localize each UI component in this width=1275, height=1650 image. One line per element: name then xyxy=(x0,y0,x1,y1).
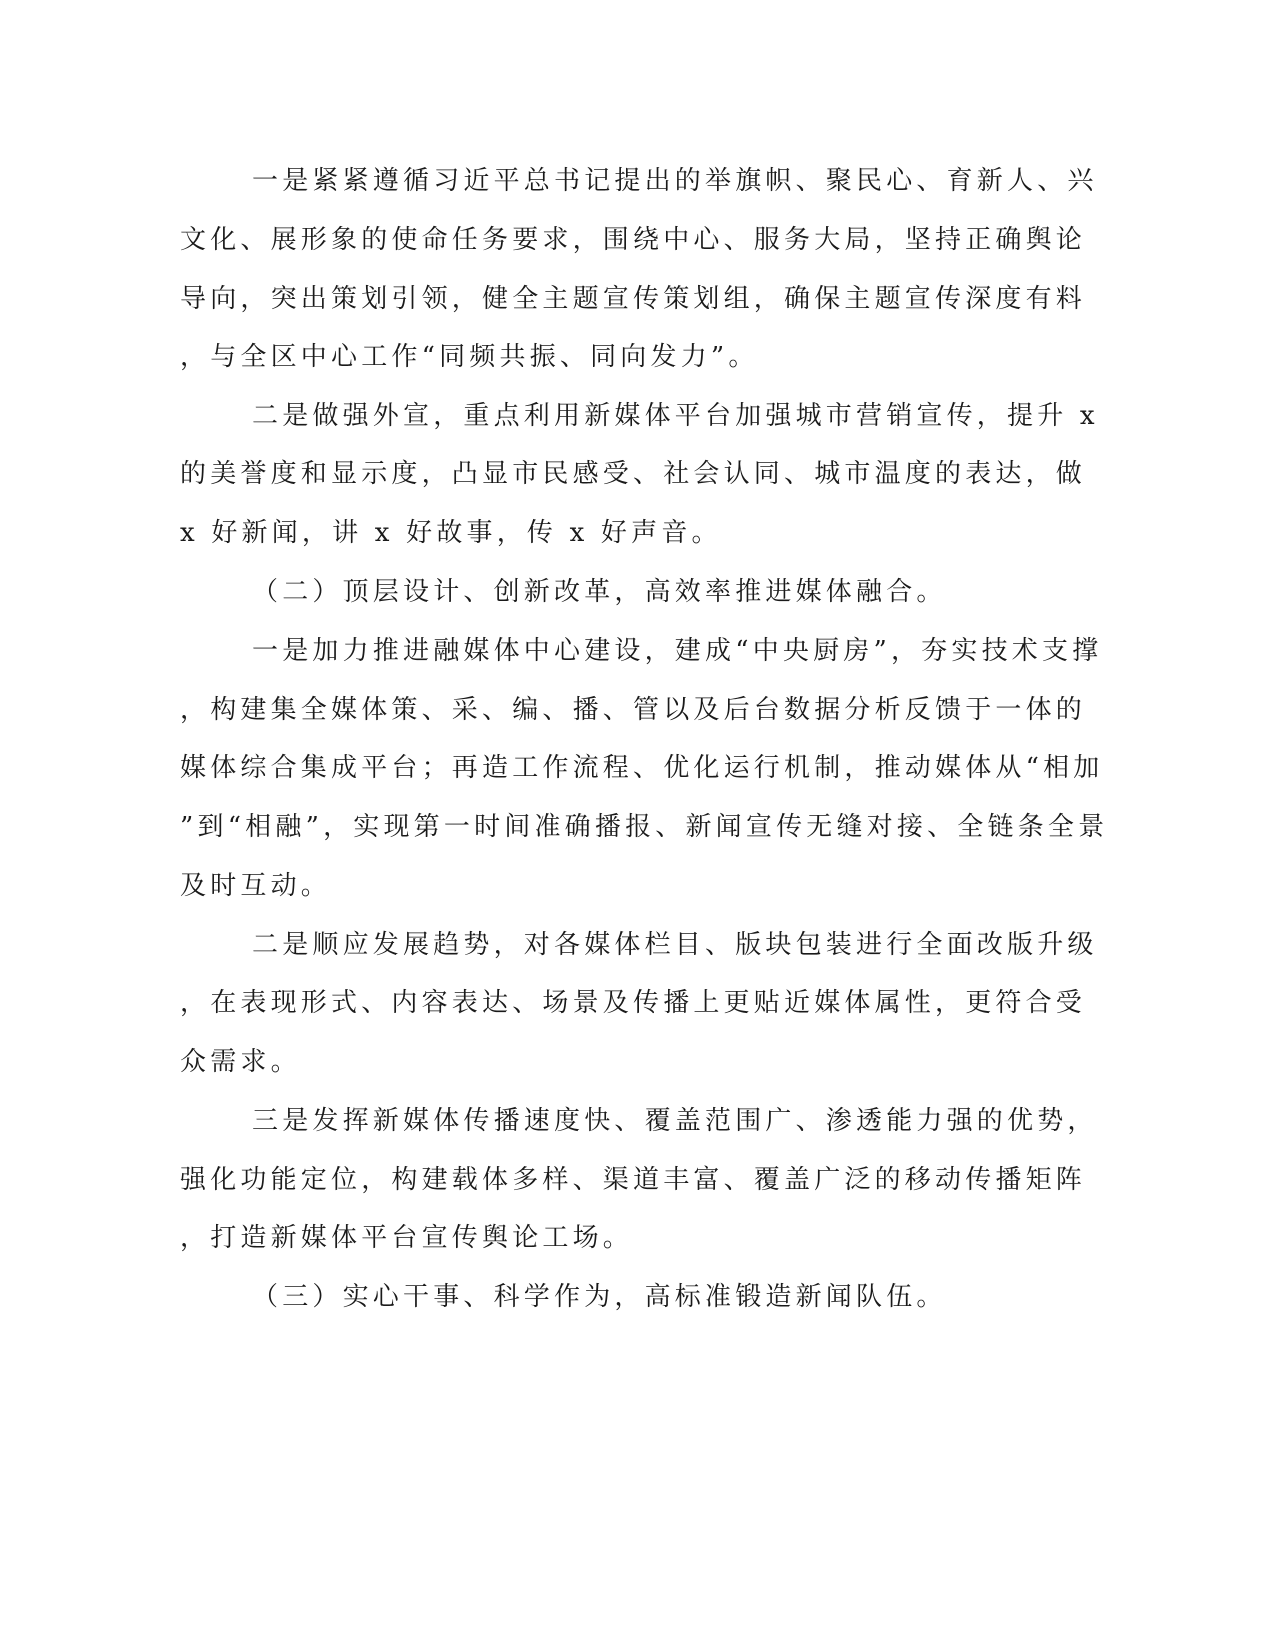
text-line: 二是做强外宣，重点利用新媒体平台加强城市营销宣传，提升 x xyxy=(252,401,1099,431)
text-line: 三是发挥新媒体传播速度快、覆盖范围广、渗透能力强的优势， xyxy=(252,1106,1098,1136)
section-heading: （三）实心干事、科学作为，高标准锻造新闻队伍。 xyxy=(252,1282,947,1312)
text-line: 一是加力推进融媒体中心建设，建成“中央厨房”，夯实技术支撑 xyxy=(252,636,1103,666)
text-line: 的美誉度和显示度，凸显市民感受、社会认同、城市温度的表达，做 xyxy=(180,459,1087,489)
text-line: ”到“相融”，实现第一时间准确播报、新闻宣传无缝对接、全链条全景 xyxy=(180,812,1109,842)
text-line: 导向，突出策划引领，健全主题宣传策划组，确保主题宣传深度有料 xyxy=(180,284,1087,314)
text-line: x 好新闻，讲 x 好故事，传 x 好声音。 xyxy=(180,518,722,548)
text-line: 媒体综合集成平台；再造工作流程、优化运行机制，推动媒体从“相加 xyxy=(180,753,1104,783)
text-line: 一是紧紧遵循习近平总书记提出的举旗帜、聚民心、育新人、兴 xyxy=(252,166,1098,196)
text-line: 文化、展形象的使命任务要求，围绕中心、服务大局，坚持正确舆论 xyxy=(180,225,1087,255)
text-line: ，在表现形式、内容表达、场景及传播上更贴近媒体属性，更符合受 xyxy=(180,988,1087,1018)
text-line: 二是顺应发展趋势，对各媒体栏目、版块包装进行全面改版升级 xyxy=(252,930,1098,960)
section-heading: （二）顶层设计、创新改革，高效率推进媒体融合。 xyxy=(252,577,947,607)
text-line: 众需求。 xyxy=(180,1047,301,1077)
text-line: ，打造新媒体平台宣传舆论工场。 xyxy=(180,1223,634,1253)
text-line: ，构建集全媒体策、采、编、播、管以及后台数据分析反馈于一体的 xyxy=(180,695,1087,725)
text-line: 及时互动。 xyxy=(180,871,332,901)
text-line: ，与全区中心工作“同频共振、同向发力”。 xyxy=(180,342,759,372)
text-line: 强化功能定位，构建载体多样、渠道丰富、覆盖广泛的移动传播矩阵 xyxy=(180,1165,1087,1195)
